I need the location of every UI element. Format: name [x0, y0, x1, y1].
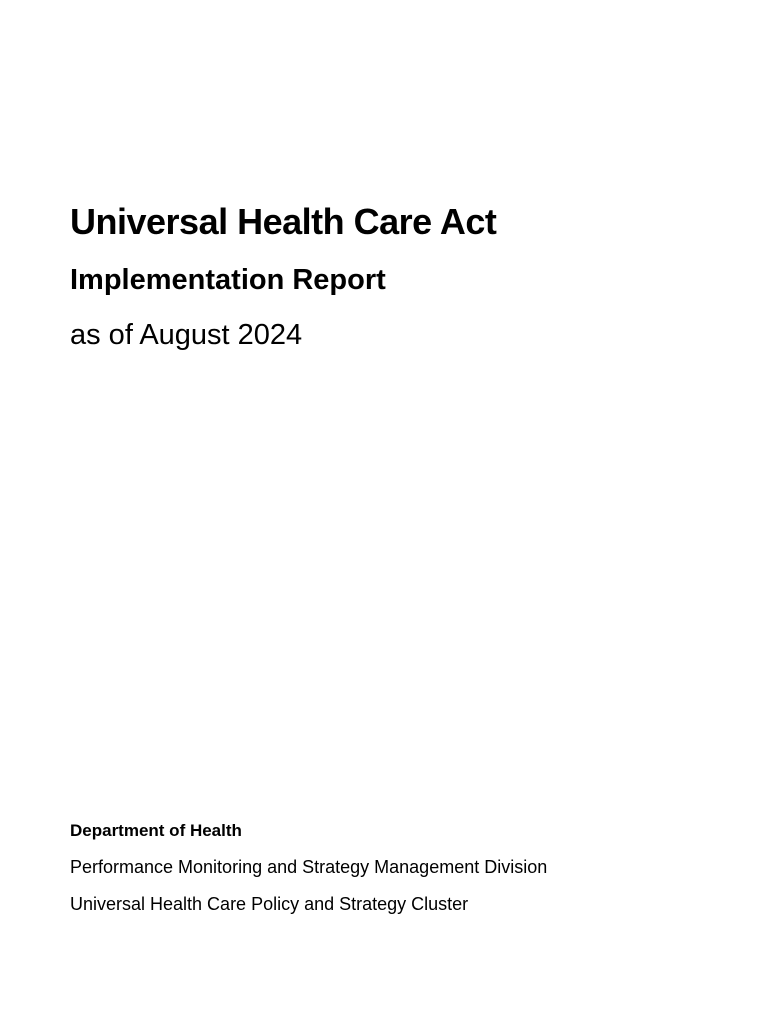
report-date: as of August 2024: [70, 319, 303, 351]
report-subtitle: Implementation Report: [70, 264, 386, 296]
division-name: Performance Monitoring and Strategy Management Division: [70, 857, 548, 877]
report-title: Universal Health Care Act: [70, 201, 497, 242]
cluster-name: Universal Health Care Policy and Strategy Cluster: [70, 894, 469, 914]
department-name: Department of Health: [70, 821, 242, 840]
